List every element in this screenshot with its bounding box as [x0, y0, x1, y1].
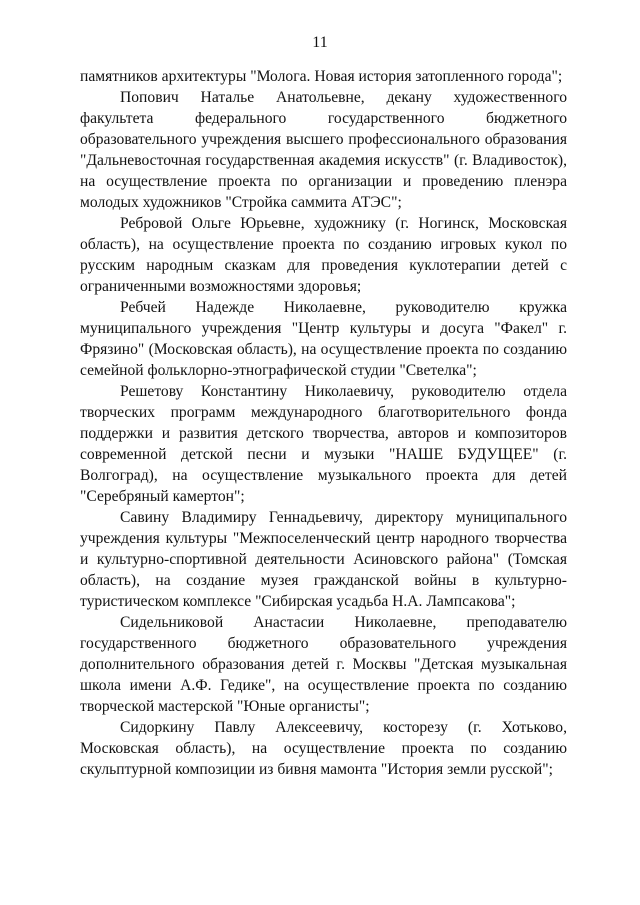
- paragraph-popovich: Попович Наталье Анатольевне, декану художественного факультета федерального государственного бюджетного образовательного учреждения высшего профессионального образования "Дальневосточная государственная академия искусств" (г. Владивосток), на осуществление проекта по организации и проведению пленэра молодых художников "Стройка саммита АТЭС";: [80, 89, 567, 211]
- paragraph-rebchey: Ребчей Надежде Николаевне, руководителю кружка муниципального учреждения "Центр культуры и досуга "Факел" г. Фрязино" (Московская область), на осуществление проекта по созданию семейной фольклорно-этнографической студии "Светелка";: [80, 299, 567, 379]
- paragraph-savin: Савину Владимиру Геннадьевичу, директору муниципального учреждения культуры "Межпоселенческий центр народного творчества и культурно-спортивной деятельности Асиновского района" (Томская область), на создание музея гражданской войны в культурно-туристическом комплексе "Сибирская усадьба Н.А. Лампсакова";: [80, 509, 567, 610]
- page-number: 11: [312, 34, 328, 51]
- paragraph-reshetov: Решетову Константину Николаевичу, руководителю отдела творческих программ международного благотворительного фонда поддержки и развития детского творчества, авторов и композиторов современной детской песни и музыки "НАШЕ БУДУЩЕЕ" (г. Волгоград), на осуществление музыкального проекта для детей "Серебряный камертон";: [80, 383, 567, 505]
- paragraph-continuation: памятников архитектуры "Молога. Новая история затопленного города";: [80, 68, 563, 85]
- paragraph-sidelnikova: Сидельниковой Анастасии Николаевне, преподавателю государственного бюджетного образовательного учреждения дополнительного образования детей г. Москвы "Детская музыкальная школа имени А.Ф. Гедике", на осуществление проекта по созданию творческой мастерской "Юные органисты";: [80, 614, 567, 715]
- paragraph-sidorkin: Сидоркину Павлу Алексеевичу, косторезу (г. Хотьково, Московская область), на осуществление проекта по созданию скульптурной композиции из бивня мамонта "История земли русской";: [80, 719, 567, 778]
- document-body: [80, 66, 567, 780]
- paragraph-rebrova: Ребровой Ольге Юрьевне, художнику (г. Ногинск, Московская область), на осуществление проекта по созданию игровых кукол по русским народным сказкам для проведения куклотерапии детей с ограниченными возможностями здоровья;: [80, 215, 567, 295]
